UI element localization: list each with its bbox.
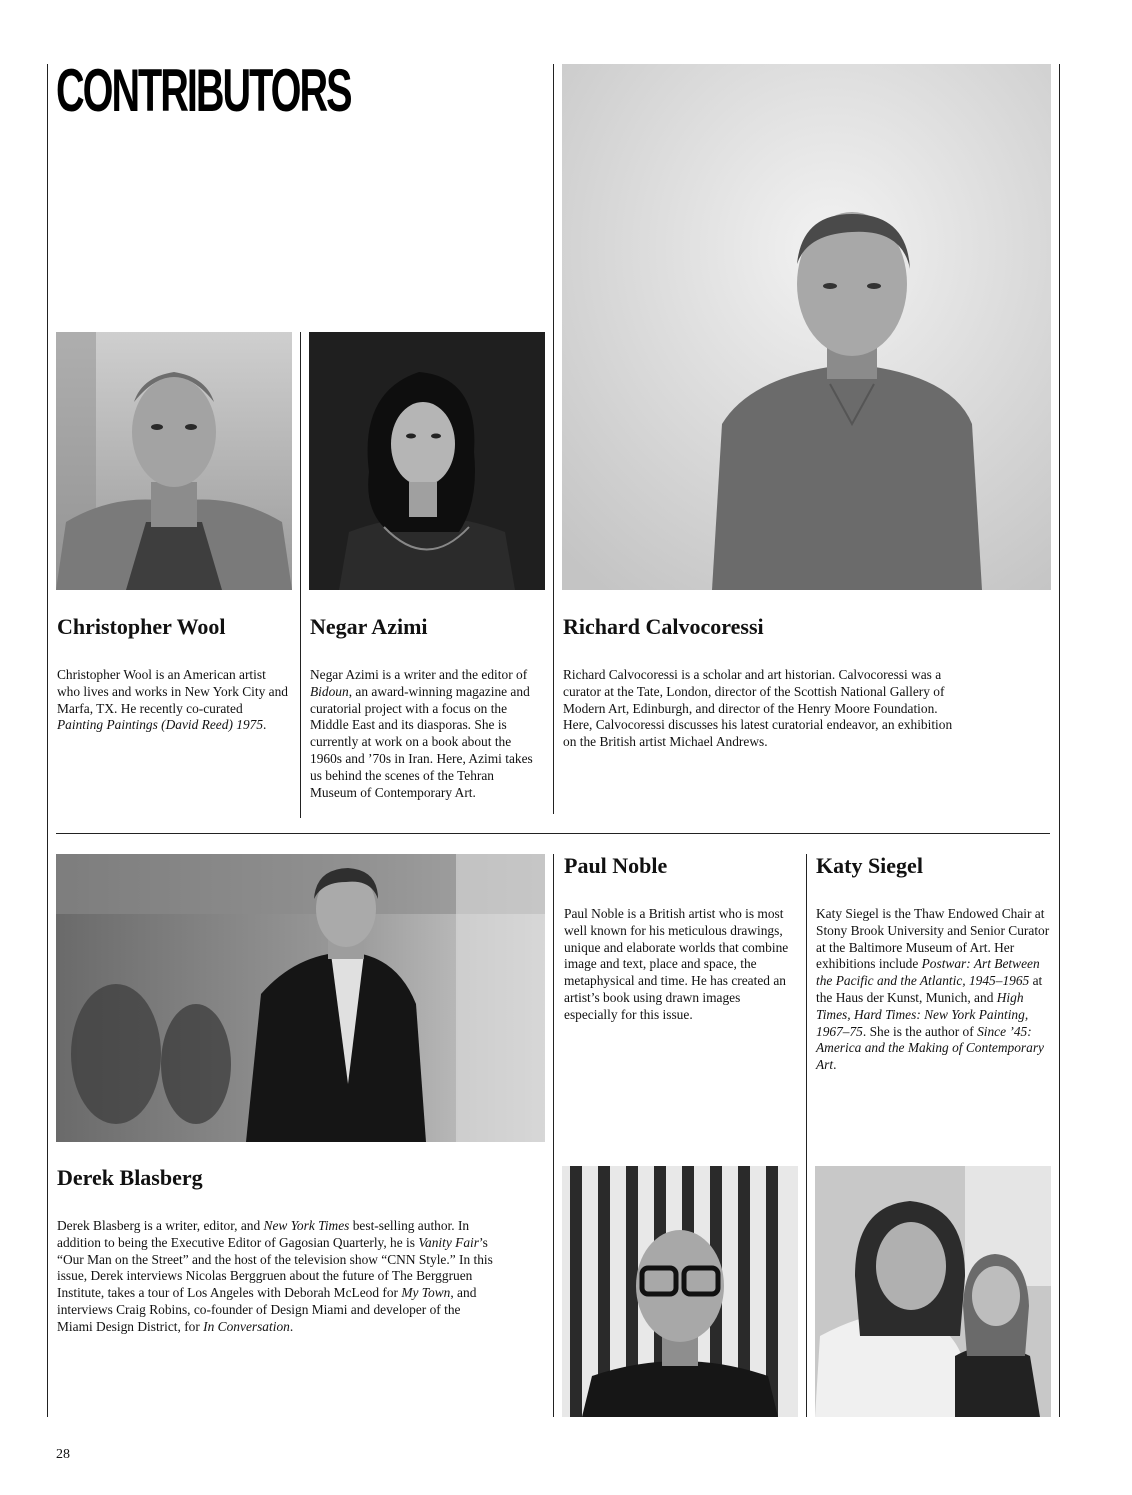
contributor-name: Katy Siegel bbox=[816, 853, 923, 878]
bio-text: , an award-winning magazine and curatorial project with a focus on the Middle East and its diasporas. She is currently at work on a book about the 1960s and ’70s in Iran. Here, Azimi takes us behind the scenes of the Tehran Museum of Contemporary Art. bbox=[310, 683, 533, 800]
contributor-bio bbox=[816, 906, 1056, 1074]
bio-italic-text: Since ’45: America and the Making of Contemporary Art bbox=[816, 1023, 1044, 1073]
contributor-photo-christopher-wool bbox=[56, 332, 292, 590]
contributor-photo-katy-siegel bbox=[815, 1166, 1051, 1417]
bio-italic-text: High Times, Hard Times: New York Painting, 1967–75 bbox=[816, 989, 1029, 1039]
bio-italic-text: Postwar: Art Between the Pacific and the Atlantic, 1945–1965 bbox=[816, 956, 1040, 989]
bio-text: at the Haus der Kunst, Munich, and bbox=[816, 973, 1043, 1005]
contributor-name: Christopher Wool bbox=[57, 614, 226, 639]
page-title: CONTRIBUTORS bbox=[56, 57, 351, 124]
contributor-photo-negar-azimi bbox=[309, 332, 545, 590]
column-rule bbox=[47, 64, 48, 1417]
contributor-bio bbox=[57, 1218, 495, 1336]
bio-text: . bbox=[289, 1318, 294, 1334]
bio-text: Paul Noble is a British artist who is most well known for his meticulous drawings, unique and elaborate worlds that combine image and text, place and space, the metaphysical and time. He has created an artist’s book using drawn images especially for this issue. bbox=[564, 906, 789, 1022]
column-rule bbox=[300, 332, 301, 818]
bio-italic-text: New York Times bbox=[263, 1218, 350, 1233]
contributor-bio bbox=[57, 667, 289, 734]
bio-italic-text: Painting Paintings (David Reed) 1975 bbox=[57, 717, 264, 733]
contributor-name: Negar Azimi bbox=[310, 614, 428, 639]
contributor-name: Derek Blasberg bbox=[57, 1165, 203, 1190]
bio-text: , and interviews Craig Robins, co-founder of Design Miami and developer of the Miami Design District, for bbox=[57, 1285, 477, 1334]
bio-text: Negar Azimi is a writer and the editor of bbox=[310, 667, 528, 682]
bio-text: Katy Siegel is the Thaw Endowed Chair at Stony Brook University and Senior Curator at the Baltimore Museum of Art. Her exhibitions include bbox=[816, 906, 1050, 972]
section-divider bbox=[56, 833, 1050, 834]
bio-italic-text: My Town bbox=[401, 1285, 451, 1301]
contributor-name: Richard Calvocoressi bbox=[563, 614, 764, 639]
contributor-photo-richard-calvocoressi bbox=[562, 64, 1051, 590]
contributor-photo-derek-blasberg bbox=[56, 854, 545, 1142]
page-number: 28 bbox=[56, 1447, 70, 1462]
contributor-bio bbox=[310, 667, 542, 801]
bio-text: Derek Blasberg is a writer, editor, and bbox=[57, 1218, 264, 1233]
bio-italic-text: Bidoun bbox=[310, 683, 349, 699]
contributor-name: Paul Noble bbox=[564, 853, 668, 878]
column-rule bbox=[1059, 64, 1060, 1417]
bio-text: Christopher Wool is an American artist who lives and works in New York City and Marfa, TX. He recently co-curated bbox=[57, 667, 288, 716]
bio-text: ’s “Our Man on the Street” and the host of the television show “CNN Style.” In this issue, Derek interviews Nicolas Berggruen about the future of The Berggruen Institute, takes a tour of Los Angeles with Deborah McLeod for bbox=[57, 1234, 493, 1301]
column-rule bbox=[553, 854, 554, 1417]
bio-italic-text: Vanity Fair bbox=[418, 1234, 479, 1250]
bio-text: best-selling author. In addition to being the Executive Editor of Gagosian Quarterly, he is bbox=[57, 1218, 470, 1250]
bio-text: . She is the author of bbox=[862, 1023, 978, 1039]
contributor-photo-paul-noble bbox=[562, 1166, 798, 1417]
column-rule bbox=[806, 854, 807, 1417]
contributor-bio bbox=[564, 906, 794, 1024]
column-rule bbox=[553, 64, 554, 814]
bio-italic-text: In Conversation bbox=[203, 1318, 290, 1334]
contributor-bio bbox=[563, 667, 955, 751]
bio-text: . bbox=[263, 717, 267, 733]
bio-text: Richard Calvocoressi is a scholar and art historian. Calvocoressi was a curator at the Tate, London, director of the Scottish National Gallery of Modern Art, Edinburgh, and director of the Henry Moore Foundation. Here, Calvocoressi discusses his latest curatorial endeavor, an exhibition on the British artist Michael Andrews. bbox=[563, 667, 953, 750]
bio-text: . bbox=[833, 1057, 837, 1073]
